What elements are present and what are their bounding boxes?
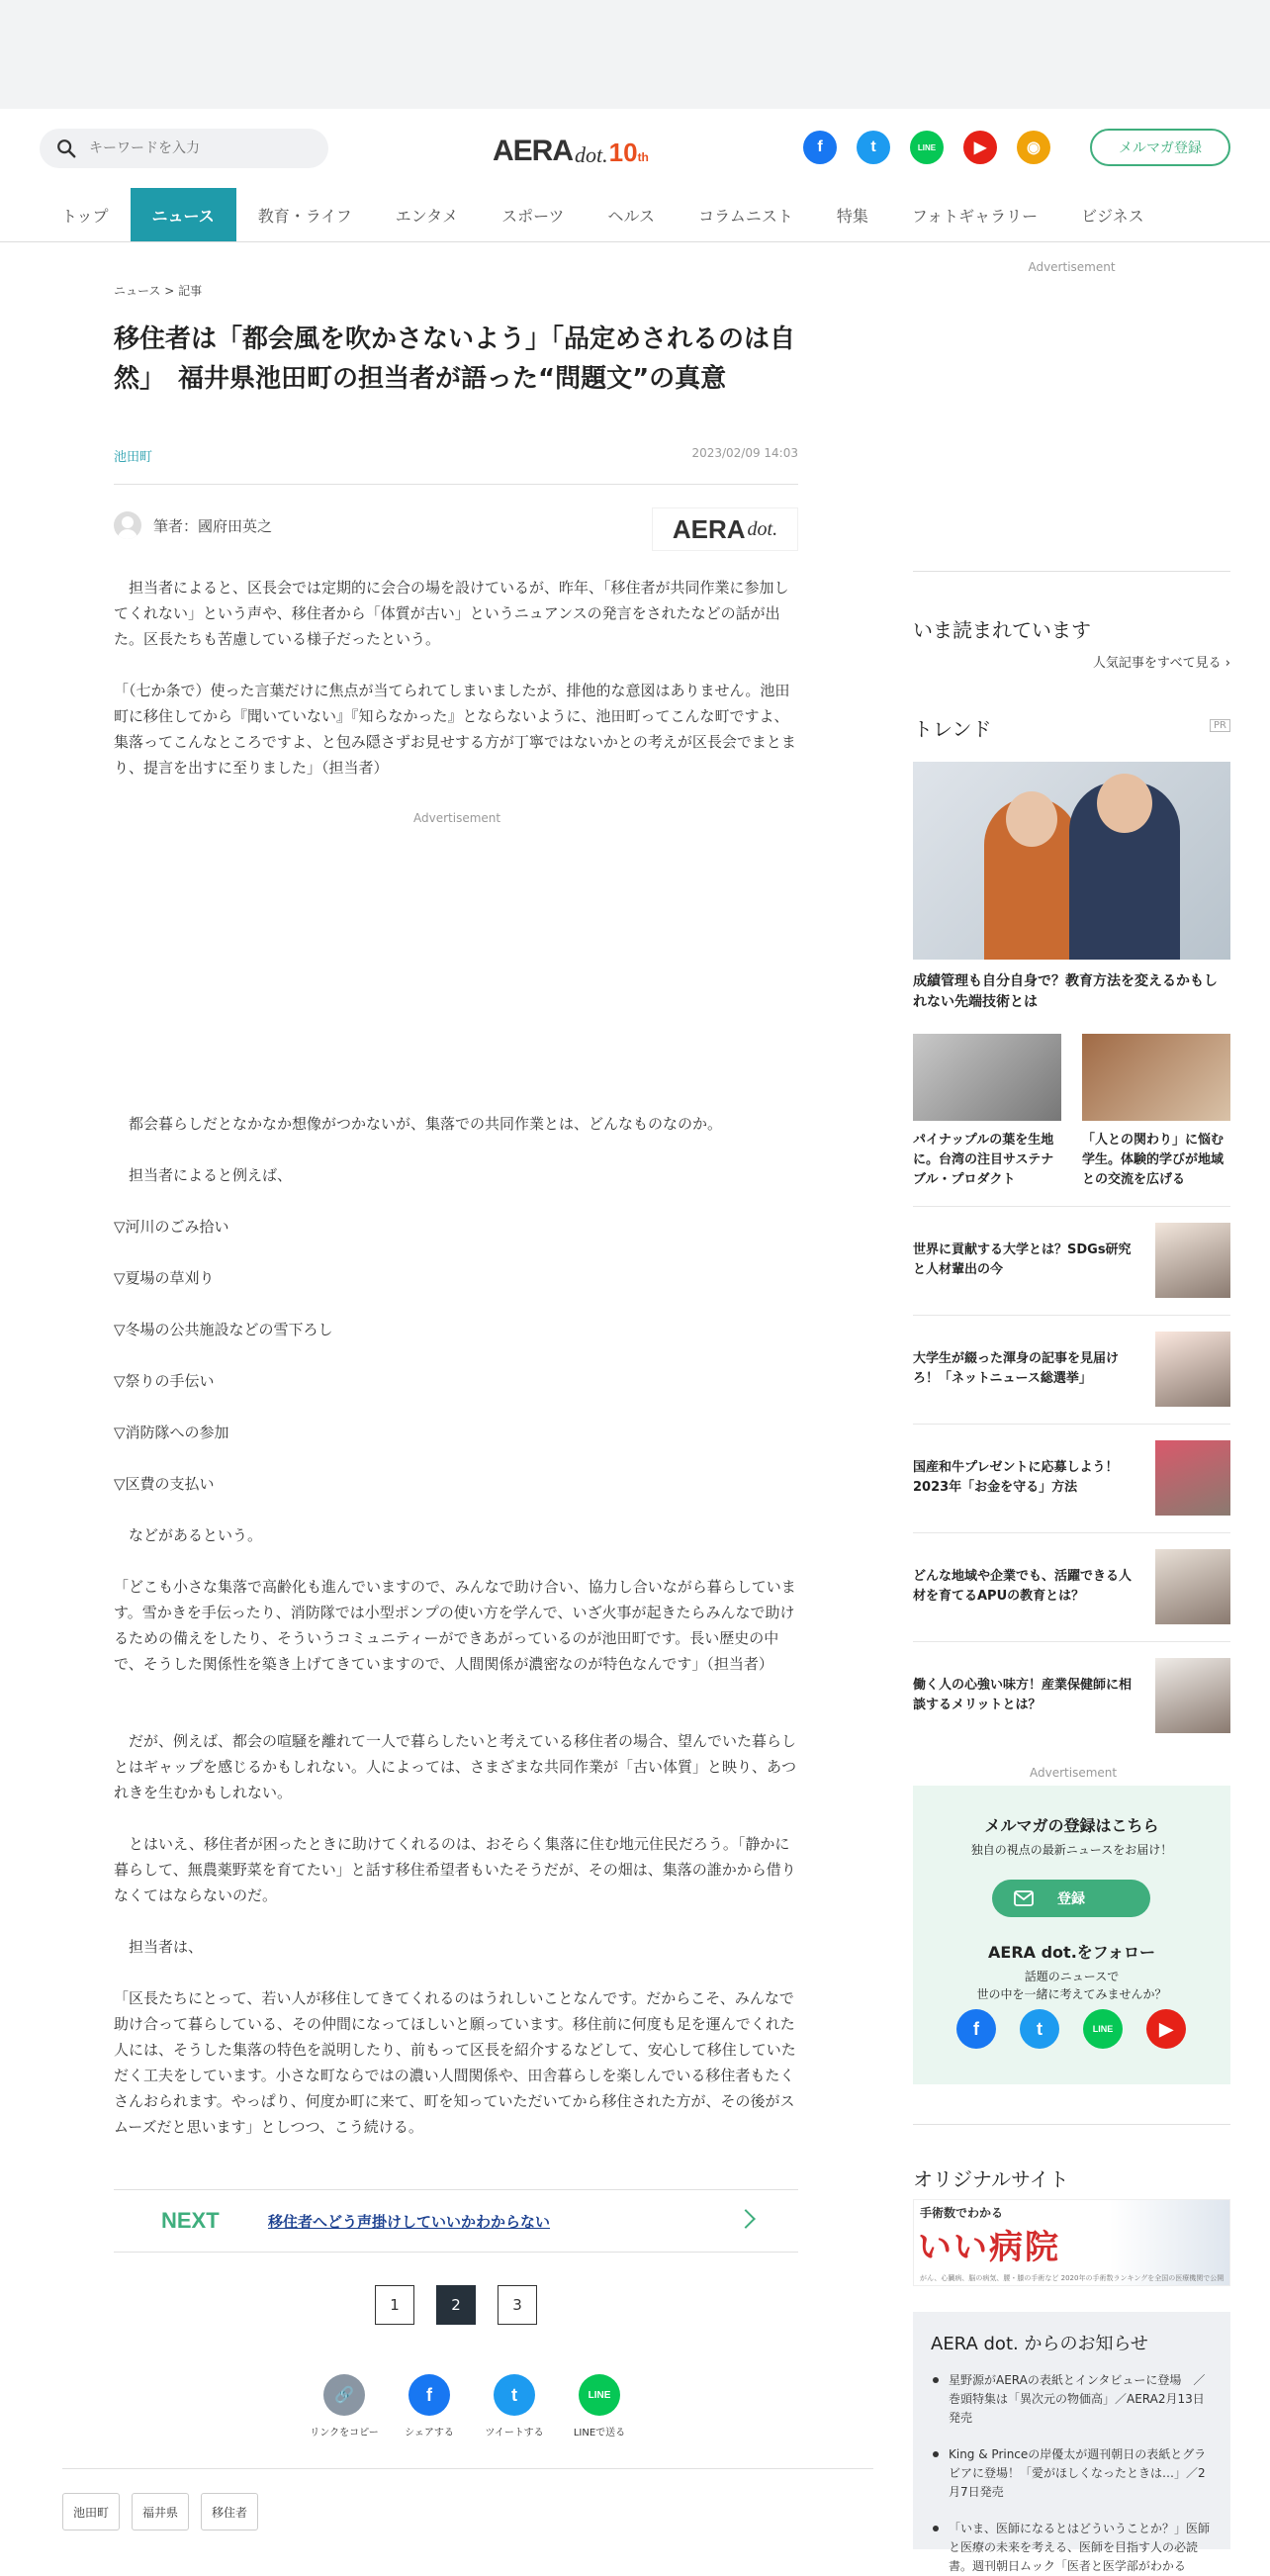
- search-icon: [55, 138, 77, 159]
- trend-small-title[interactable]: パイナップルの葉を生地に。台湾の注目サステナブル・プロダクト: [913, 1133, 1054, 1187]
- tag-button[interactable]: 福井県: [132, 2493, 189, 2530]
- paragraph: 担当者は、: [114, 1938, 204, 1956]
- nav-item[interactable]: 特集: [836, 206, 868, 226]
- copy-link-icon[interactable]: 🔗: [323, 2374, 365, 2416]
- avatar-icon: [114, 511, 141, 539]
- article-tags: [62, 2468, 873, 2530]
- trend-thumbnail: [1155, 1223, 1230, 1298]
- trend-row-title: どんな地域や企業でも、活躍できる人材を育てるAPUの教育とは？: [913, 1569, 1133, 1604]
- facebook-share-icon[interactable]: f: [408, 2374, 450, 2416]
- next-label: NEXT: [161, 2208, 220, 2233]
- paragraph: とはいえ、移住者が困ったときに助けてくれるのは、おそらく集落に住む地元住民だろう。「静かに暮らして、無農薬野菜を育てたい」と話す移住希望者もいたそうだが、その畑は、集落の誰かから借りなくてはならないのだ。: [114, 1835, 796, 1904]
- twitter-icon[interactable]: t: [857, 131, 890, 164]
- ad-label: Advertisement: [1030, 1766, 1118, 1780]
- paragraph: 「（七か条で）使った言葉だけに焦点が当てられてしまいましたが、排他的な意図はありません。池田町に移住してから『聞いていない』『知らなかった』とならないように、池田町ってこんな町ですよ、集落ってこんなところですよ、と包み隠さずお見せする方が丁寧ではないかとの考えが区長会でまとまり、提言を出すに至りました」（担当者）: [114, 682, 796, 777]
- line-share-icon[interactable]: LINE: [579, 2374, 620, 2416]
- line-icon[interactable]: LINE: [910, 131, 944, 164]
- pr-badge: PR: [1210, 719, 1230, 732]
- trend-row-title: 大学生が綴った渾身の記事を見届けろ！「ネットニュース総選挙」: [913, 1351, 1120, 1386]
- share-label: シェアする: [405, 2428, 454, 2438]
- list-item: ▽区費の支払い: [114, 1475, 215, 1493]
- author-publisher-logo: [652, 507, 798, 551]
- chevron-right-icon: ›: [1225, 656, 1230, 671]
- good-hospital-banner[interactable]: 手術数でわかる いい病院 がん、心臓病、脳の病気、腰・膝の手術など 2020年の手術数ランキングを全国の医療機関で公開: [913, 2199, 1230, 2286]
- trend-thumbnail: [1155, 1440, 1230, 1516]
- logo-aera: AERA: [493, 135, 574, 167]
- next-page-bar[interactable]: [114, 2189, 798, 2253]
- sidebar-ad: Advertisement: [1028, 260, 1116, 274]
- nav-item[interactable]: 教育・ライフ: [257, 206, 352, 226]
- list-item: ▽冬場の公共施設などの雪下ろし: [114, 1321, 333, 1338]
- newsletter-button[interactable]: メルマガ登録: [1090, 129, 1230, 166]
- nav-item[interactable]: エンタメ: [395, 206, 459, 226]
- facebook-icon[interactable]: f: [803, 131, 837, 164]
- share-buttons: [302, 2374, 642, 2438]
- trend-small-title[interactable]: 「人との関わり」に悩む学生。体験的学びが地域との交流を広げる: [1082, 1133, 1225, 1187]
- divider: [114, 484, 798, 485]
- list-item: ▽夏場の草刈り: [114, 1269, 215, 1287]
- nav-item[interactable]: コラムニスト: [698, 206, 793, 226]
- twitter-icon[interactable]: t: [1020, 2009, 1059, 2049]
- list-item: ▽消防隊への参加: [114, 1424, 229, 1441]
- site-logo[interactable]: [493, 131, 649, 168]
- follow-social-links: [956, 2009, 1210, 2049]
- site-header: [0, 109, 1270, 188]
- author-block: [114, 511, 272, 539]
- follow-subtitle: 世の中を一緒に考えてみませんか？: [976, 1987, 1167, 2001]
- register-button[interactable]: 登録: [992, 1880, 1150, 1917]
- paragraph: 「どこも小さな集落で高齢化も進んでいますので、みんなで助け合い、協力し合いながら暮らしています。雪かきを手伝ったり、消防隊では小型ポンプの使い方を学んで、いざ火事が起きたらみんなで助けるための備えをしたり、そういうコミュニティーができあがっているのが池田町です。長い歴史の中で、そうした関係性を築き上げてきていますので、人間関係が濃密なのが特色なんです」（担当者）: [114, 1578, 796, 1673]
- logo-10th: 10th: [608, 138, 649, 167]
- mail-icon: [1014, 1890, 1034, 1906]
- nav-item[interactable]: トップ: [61, 206, 109, 226]
- main-nav: [0, 188, 1270, 242]
- trend-thumbnail: [1155, 1332, 1230, 1407]
- original-sites-title: オリジナルサイト: [913, 2167, 1069, 2191]
- article-title: 移住者は「都会風を吹かさないよう」「品定めされるのは自然」 福井県池田町の担当者が語った“問題文”の真意: [114, 324, 796, 394]
- paragraph: だが、例えば、都会の喧騒を離れて一人で暮らしたいと考えている移住者の場合、望んでいた暮らしとはギャップを感じるかもしれない。人によっては、さまざまな共同作業が「古い体質」と映り、あつれきを生むかもしれない。: [114, 1732, 797, 1801]
- publisher-logo-dot: dot.: [747, 517, 778, 540]
- trend-row[interactable]: [913, 1315, 1230, 1424]
- logo-dot: dot.: [575, 142, 608, 167]
- notice-item[interactable]: King & Princeの岸優太が週刊朝日の表紙とグラビアに登場！「愛がほしくなったときは…」／2月7日発売: [931, 2445, 1213, 2502]
- page-button[interactable]: 3: [498, 2285, 537, 2325]
- share-item[interactable]: [387, 2374, 472, 2438]
- mail-subtitle: 独自の視点の最新ニュースをお届け！: [970, 1843, 1173, 1857]
- header-social-links: [803, 131, 1070, 164]
- popular-more-link[interactable]: 人気記事をすべて見る ›: [1092, 656, 1230, 671]
- search-box[interactable]: [40, 129, 328, 168]
- pagination: [375, 2285, 559, 2325]
- trend-image[interactable]: [913, 1034, 1061, 1121]
- share-label: ツイートする: [485, 2428, 544, 2438]
- paragraph: 都会暮らしだとなかなか想像がつかないが、集落での共同作業とは、どんなものなのか。: [114, 1115, 723, 1133]
- nav-item[interactable]: ニュース: [131, 188, 236, 241]
- newsletter-box: [913, 1786, 1230, 2084]
- youtube-icon[interactable]: ▶: [963, 131, 997, 164]
- author-name: 筆者：國府田英之: [153, 516, 273, 535]
- share-label: リンクをコピー: [310, 2428, 379, 2438]
- paragraph: 担当者によると、区長会では定期的に会合の場を設けているが、昨年、「移住者が共同作業に参加してくれない」という声や、移住者から「体質が古い」というニュアンスの発言をされたなどの話が出た。区長たちも苦慮している様子だったという。: [114, 579, 789, 648]
- trend-image[interactable]: [1082, 1034, 1230, 1121]
- tag-button[interactable]: 池田町: [62, 2493, 120, 2530]
- trend-thumbnail: [1155, 1549, 1230, 1624]
- publisher-logo-aera: AERA: [672, 513, 746, 544]
- chevron-right-icon[interactable]: [736, 2209, 756, 2229]
- trend-row-title: 国産和牛プレゼントに応募しよう！2023年「お金を守る」方法: [913, 1460, 1119, 1495]
- trend-main-image[interactable]: [913, 762, 1230, 960]
- list-item: ▽祭りの手伝い: [114, 1372, 215, 1390]
- trend-row[interactable]: [913, 1424, 1230, 1532]
- page-button[interactable]: 1: [375, 2285, 414, 2325]
- popular-title: いま読まれています: [913, 618, 1091, 642]
- follow-title: AERA dot.をフォロー: [988, 1943, 1155, 1962]
- search-input[interactable]: [89, 140, 307, 156]
- trend-row[interactable]: [913, 1641, 1230, 1750]
- article-date: 2023/02/09 14:03: [691, 446, 798, 460]
- breadcrumb[interactable]: ニュース > 記事: [114, 284, 203, 298]
- trend-row[interactable]: [913, 1206, 1230, 1315]
- trend-row[interactable]: [913, 1532, 1230, 1641]
- paragraph: などがあるという。: [114, 1526, 263, 1544]
- notice-title: AERA dot. からのお知らせ: [931, 2334, 1148, 2354]
- trend-title: トレンド: [913, 717, 992, 741]
- page-button[interactable]: 2: [436, 2285, 476, 2325]
- notice-item[interactable]: 星野源がAERAの表紙とインタビューに登場 ／巻頭特集は「異次元の物価高」／AERA2月13日発売: [931, 2371, 1213, 2428]
- share-item[interactable]: [472, 2374, 557, 2438]
- tag-button[interactable]: 移住者: [201, 2493, 258, 2530]
- paragraph: 「区長たちにとって、若い人が移住してきてくれるのはうれしいことなんです。だからこそ、みんなで助け合って暮らしている、その仲間になってほしいと願っています。移住前に何度も足を運んでくれた人には、そうした集落の特色を説明したり、前もって区長を紹介するなどして、安心して移住していただく工夫をしています。小さな町ならではの濃い人間関係や、田舎暮らしを楽しんでいる移住者もたくさんおられます。やっぱり、何度か町に来て、町を知っていただいてから移住された方が、その後がスムーズだと思います」としつつ、こう続ける。: [114, 1989, 796, 2136]
- follow-subtitle: 話題のニュースで: [1024, 1970, 1120, 1983]
- line-icon[interactable]: LINE: [1083, 2009, 1123, 2049]
- next-page-link[interactable]: 移住者へどう声掛けしていいかわからない: [268, 2212, 551, 2231]
- nav-item[interactable]: ヘルス: [607, 206, 656, 226]
- trend-thumbnail: [1155, 1658, 1230, 1733]
- ad-label: Advertisement: [413, 811, 501, 825]
- share-label: LINEで送る: [573, 2428, 626, 2438]
- share-item[interactable]: [557, 2374, 642, 2438]
- notice-box: [913, 2312, 1230, 2573]
- youtube-icon[interactable]: ▶: [1146, 2009, 1186, 2049]
- article-tag[interactable]: 池田町: [114, 450, 153, 465]
- nav-item[interactable]: フォトギャラリー: [911, 206, 1039, 226]
- top-ad-banner: [0, 0, 1270, 109]
- trend-main-title[interactable]: 成績管理も自分自身で？教育方法を変えるかもしれない先端技術とは: [913, 973, 1218, 1010]
- facebook-icon[interactable]: f: [956, 2009, 996, 2049]
- trend-row-title: 働く人の心強い味方！産業保健師に相談するメリットとは？: [913, 1678, 1133, 1712]
- paragraph: 担当者によると例えば、: [114, 1166, 293, 1184]
- rss-icon[interactable]: ◉: [1017, 131, 1050, 164]
- twitter-share-icon[interactable]: t: [494, 2374, 535, 2416]
- notice-list: [931, 2371, 1213, 2576]
- share-item[interactable]: [302, 2374, 387, 2438]
- divider: [913, 2124, 1230, 2125]
- divider: [913, 571, 1230, 572]
- list-item: ▽河川のごみ拾い: [114, 1218, 229, 1236]
- mail-title: メルマガの登録はこちら: [984, 1816, 1159, 1835]
- nav-item[interactable]: ビジネス: [1081, 206, 1144, 226]
- trend-row-title: 世界に貢献する大学とは？SDGs研究と人材輩出の今: [913, 1242, 1132, 1277]
- nav-item[interactable]: スポーツ: [501, 206, 565, 226]
- notice-item[interactable]: 「いま、医師になるとはどういうことか？」医師と医療の未来を考える、医師を目指す人の必読書。週刊朝日ムック「医者と医学部がわかる: [931, 2520, 1213, 2576]
